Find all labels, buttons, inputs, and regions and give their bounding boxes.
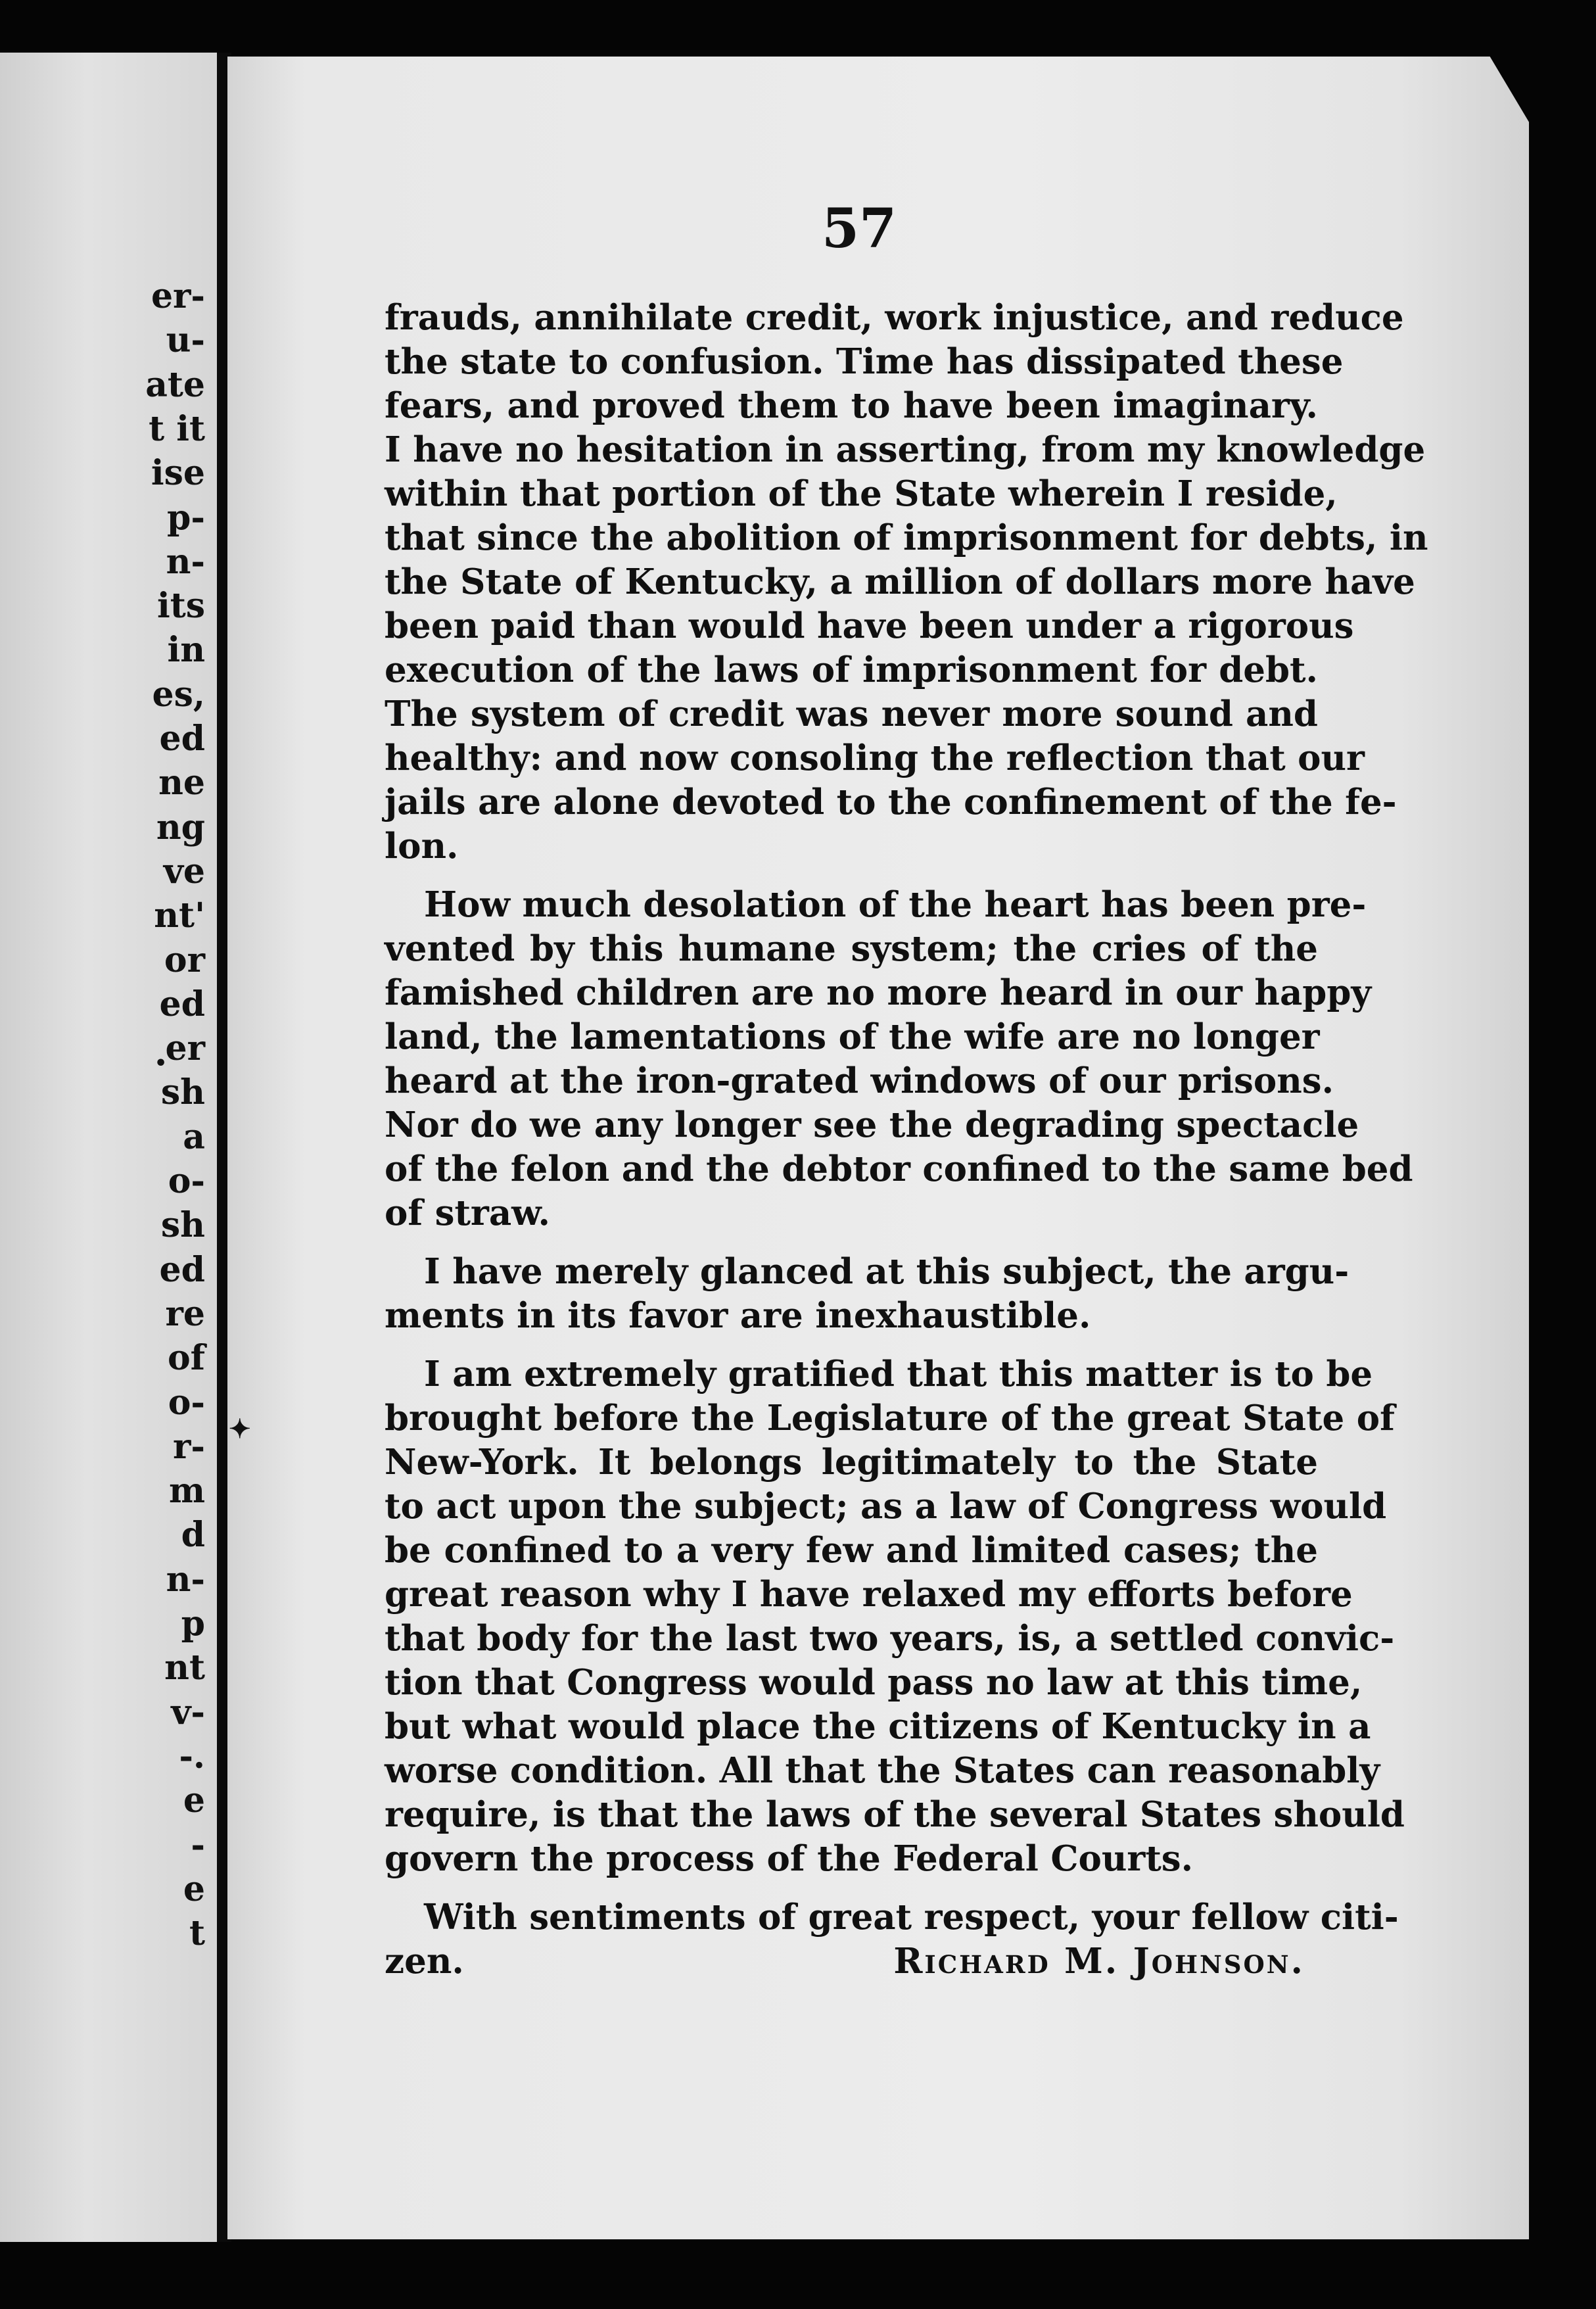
text-line: be confined to a very few and limited cases; the (385, 1530, 1318, 1571)
text-line: fears, and proved them to have been imaginary. (385, 385, 1318, 426)
left-page-fragment: p (181, 1604, 205, 1644)
paragraph-gap (385, 1235, 1318, 1250)
text-line: been paid than would have been under a rigorous (385, 606, 1354, 646)
text-line: lon. (385, 826, 459, 867)
text-line: How much desolation of the heart has been pre- (424, 884, 1367, 925)
left-page-fragment: p- (167, 497, 205, 538)
left-page-fragment: its (156, 586, 205, 627)
text-line: that body for the last two years, is, a settled convic- (385, 1618, 1395, 1659)
text-line: of straw. (385, 1193, 550, 1233)
left-page-fragment: t it (149, 408, 205, 449)
left-page-fragment: a (183, 1116, 205, 1157)
left-page-fragment: nt (164, 1648, 205, 1688)
left-page-fragment: e (183, 1780, 205, 1821)
text-line: ments in its favor are inexhaustible. (385, 1295, 1091, 1336)
text-line: tion that Congress would pass no law at this time, (385, 1662, 1363, 1703)
text-line: require, is that the laws of the several States should (385, 1794, 1405, 1835)
text-line: healthy: and now consoling the reflection that our (385, 738, 1365, 778)
text-line: the state to confusion. Time has dissipated these (385, 341, 1344, 382)
closing-line: With sentiments of great respect, your fellow citi- (424, 1897, 1399, 1938)
text-line: within that portion of the State wherein I reside, (385, 473, 1338, 514)
left-page-fragment: r- (173, 1426, 205, 1467)
margin-mark: • (154, 1052, 168, 1075)
left-page-fragment: sh (160, 1205, 205, 1246)
signature-row (385, 1940, 1318, 1984)
left-page-fragment: v- (171, 1692, 205, 1732)
left-page-fragment: ed (159, 719, 205, 759)
text-line: the State of Kentucky, a million of dollars more have (385, 561, 1415, 602)
left-page-fragment: - (191, 1824, 205, 1865)
body-text (385, 296, 1428, 1984)
left-page-fragment: re (165, 1293, 205, 1334)
left-page-fragment: ne (158, 763, 205, 803)
text-line: to act upon the subject; as a law of Congress would (385, 1486, 1387, 1527)
left-page-fragment: ise (151, 453, 205, 494)
left-page-fragment: in (167, 630, 205, 671)
text-line: The system of credit was never more sound and (385, 694, 1318, 734)
left-page-fragment: d (181, 1515, 205, 1556)
left-page-fragment: e (183, 1869, 205, 1909)
left-page-edge (0, 53, 217, 2242)
left-page-fragment: ng (156, 807, 205, 847)
left-page-fragment: ve (163, 851, 205, 892)
text-line: famished children are no more heard in our happy (385, 972, 1372, 1013)
text-line: that since the abolition of imprisonment for debts, in (385, 517, 1428, 558)
page-number: 57 (822, 197, 897, 260)
left-page-fragment: er (165, 1028, 205, 1069)
paragraph-gap (385, 1881, 1318, 1895)
left-page-fragment: nt' (154, 895, 205, 936)
text-line: govern the process of the Federal Courts. (385, 1838, 1194, 1879)
text-line: execution of the laws of imprisonment for debt. (385, 650, 1318, 690)
text-line: I have no hesitation in asserting, from my knowledge (385, 429, 1426, 470)
left-page-fragment: -. (179, 1736, 205, 1776)
paragraph (385, 296, 1428, 869)
left-page-fragment: es, (152, 674, 205, 715)
left-page-fragment: er- (151, 276, 205, 316)
text-line: jails are alone devoted to the confinement of the fe- (385, 782, 1397, 822)
text-line: great reason why I have relaxed my efforts before (385, 1574, 1353, 1615)
text-line: I have merely glanced at this subject, the argu- (424, 1251, 1350, 1292)
paragraph (385, 1352, 1405, 1881)
left-page-fragment: or (164, 940, 205, 980)
text-line: heard at the iron-grated windows of our prisons. (385, 1060, 1334, 1101)
paragraph-gap (385, 1338, 1318, 1352)
left-page-fragment: t (189, 1913, 205, 1954)
left-page-fragment: ed (159, 984, 205, 1024)
left-page-fragment: o- (168, 1382, 205, 1423)
margin-mark: ✦ (229, 1414, 251, 1444)
left-page-fragment: sh (160, 1072, 205, 1113)
left-page-fragment: u- (166, 320, 205, 361)
left-page-fragment: of (167, 1338, 205, 1379)
left-page-fragment: n- (166, 541, 205, 582)
paragraph (385, 883, 1413, 1235)
text-line: New-York. It belongs legitimately to the State (385, 1442, 1318, 1483)
left-page-fragment: m (168, 1471, 205, 1512)
left-page-fragment: o- (168, 1161, 205, 1201)
text-line: of the felon and the debtor confined to the same bed (385, 1149, 1413, 1189)
closing-line: zen. (385, 1941, 464, 1982)
text-line: vented by this humane system; the cries of the (385, 928, 1318, 969)
text-line: but what would place the citizens of Kentucky in a (385, 1706, 1371, 1747)
left-page-fragment: n- (166, 1559, 205, 1600)
signature: Richard M. Johnson. (893, 1941, 1305, 1982)
text-line: brought before the Legislature of the great State of (385, 1398, 1395, 1439)
left-page-fragment: ate (145, 364, 205, 405)
text-line: I am extremely gratified that this matter is to be (424, 1354, 1373, 1394)
text-line: frauds, annihilate credit, work injustice, and reduce (385, 297, 1404, 338)
text-line: land, the lamentations of the wife are no longer (385, 1016, 1320, 1057)
left-page-fragment: ed (159, 1249, 205, 1290)
paragraph (385, 1250, 1350, 1338)
text-line: Nor do we any longer see the degrading spectacle (385, 1105, 1359, 1145)
text-line: worse condition. All that the States can reasonably (385, 1750, 1380, 1791)
paragraph-gap (385, 869, 1318, 883)
